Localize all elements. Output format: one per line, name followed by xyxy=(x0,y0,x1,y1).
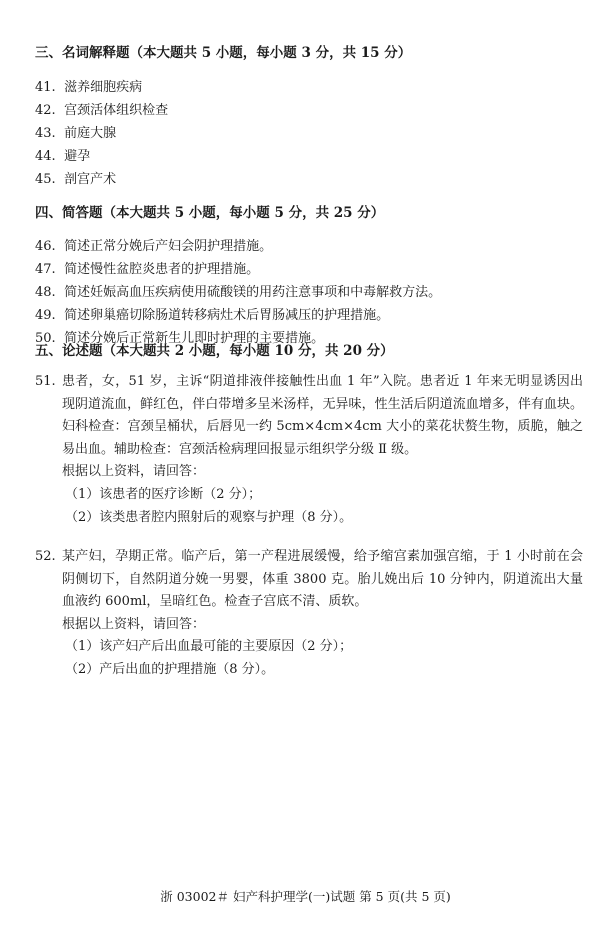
case-description: 某产妇，孕期正常。临产后，第一产程进展缓慢，给予缩宫素加强宫缩，于 1 小时前在会阴侧切下，自然阴道分娩一男婴，体重 3800 克。胎儿娩出后 10 分钟内，阴道流出大量血液约 600ml，呈暗红色。检查子宫底不清、质软。 xyxy=(62,549,583,610)
sub-question: （1）该患者的医疗诊断（2 分）； xyxy=(65,486,262,502)
question-number: 51. xyxy=(35,374,56,389)
question-49 xyxy=(35,304,389,323)
section-heading-essay: 五、论述题（本大题共 2 小题，每小题 10 分，共 20 分） xyxy=(35,343,394,359)
question-number: 42. xyxy=(35,103,56,118)
question-number: 41. xyxy=(35,80,56,95)
section-heading-glossary: 三、名词解释题（本大题共 5 小题，每小题 3 分，共 15 分） xyxy=(35,45,412,61)
question-number: 43. xyxy=(35,126,56,141)
question-number: 50. xyxy=(35,331,56,346)
page-footer: 浙 03002＃ 妇产科护理学(一)试题 第 5 页(共 5 页) xyxy=(160,889,451,904)
question-number: 49. xyxy=(35,308,56,323)
sub-question: （2）产后出血的护理措施（8 分）。 xyxy=(65,661,275,677)
question-text: 宫颈活体组织检查 xyxy=(64,103,169,118)
question-number: 47. xyxy=(35,262,56,277)
answer-prompt: 根据以上资料，请回答： xyxy=(62,616,206,632)
question-text: 滋养细胞疾病 xyxy=(64,80,143,95)
question-text: 避孕 xyxy=(64,149,91,164)
question-text: 简述卵巢癌切除肠道转移病灶术后胃肠减压的护理措施。 xyxy=(64,308,390,323)
question-number: 45. xyxy=(35,172,56,187)
answer-prompt: 根据以上资料，请回答： xyxy=(62,464,206,480)
question-text: 简述妊娠高血压疾病使用硫酸镁的用药注意事项和中毒解救方法。 xyxy=(64,285,442,300)
question-48 xyxy=(35,281,441,300)
sub-question: （2）该类患者腔内照射后的观察与护理（8 分）。 xyxy=(65,509,353,525)
question-43 xyxy=(35,122,116,141)
question-number: 52. xyxy=(35,549,56,564)
question-number: 46. xyxy=(35,239,56,254)
question-number: 44. xyxy=(35,149,56,164)
question-41 xyxy=(35,76,142,95)
question-44 xyxy=(35,145,90,164)
question-52 xyxy=(35,546,583,682)
question-45 xyxy=(35,168,116,187)
question-51 xyxy=(35,371,583,529)
question-46 xyxy=(35,235,272,254)
question-text: 前庭大腺 xyxy=(64,126,117,141)
question-text: 剖宫产术 xyxy=(64,172,117,187)
section-heading-short-answer: 四、简答题（本大题共 5 小题，每小题 5 分，共 25 分） xyxy=(35,205,385,221)
question-text: 简述正常分娩后产妇会阴护理措施。 xyxy=(64,239,273,254)
case-description: 患者，女，51 岁，主诉“阴道排液伴接触性出血 1 年”入院。患者近 1 年来无明显诱因出现阴道流血，鲜红色，伴白带增多呈米汤样，无异味，性生活后阴道流血增多，伴有血块。妇科检查：宫颈呈桶状，后唇见一约 5cm×4cm×4cm 大小的菜花状赘生物，质脆，触之易出血。辅助检查：宫颈活检病理回报显示组织学分级 Ⅱ 级。 xyxy=(62,374,583,457)
question-text: 简述慢性盆腔炎患者的护理措施。 xyxy=(64,262,260,277)
question-47 xyxy=(35,258,259,277)
question-number: 48. xyxy=(35,285,56,300)
question-42 xyxy=(35,99,168,118)
sub-question: （1）该产妇产后出血最可能的主要原因（2 分）； xyxy=(65,639,353,655)
question-text: 简述分娩后正常新生儿即时护理的主要措施。 xyxy=(64,331,325,346)
